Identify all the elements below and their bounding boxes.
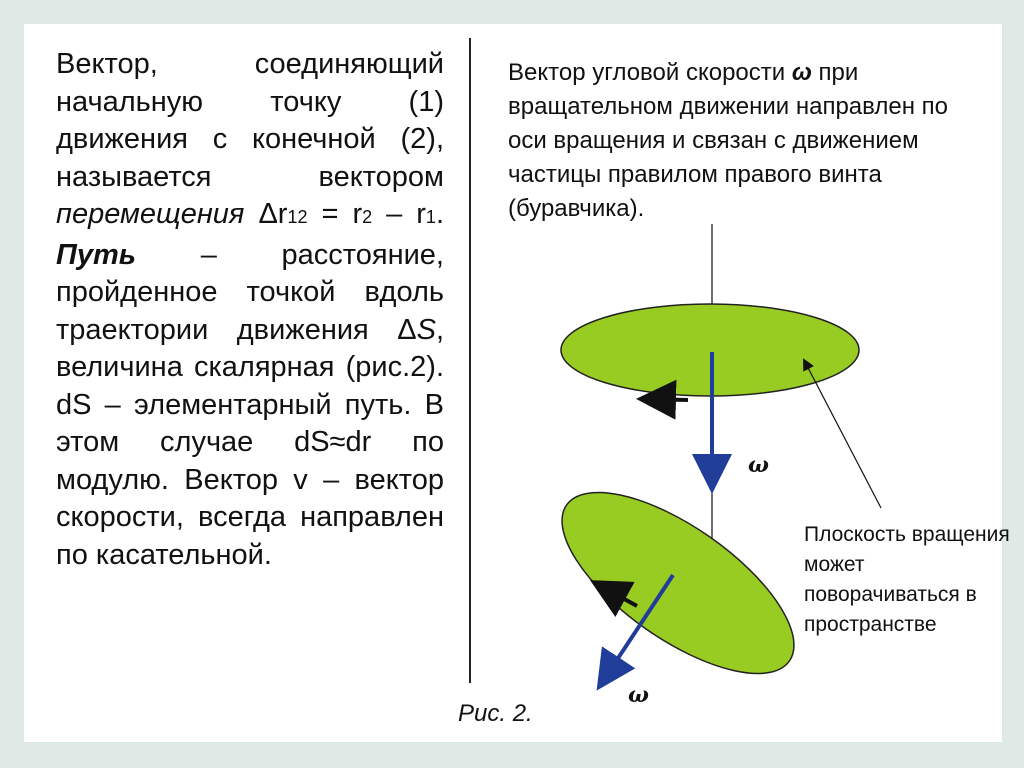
- text-p3: , величина скалярная (рис.2). dS – элементарный путь. В этом случае dS≈dr по модулю. Вектор v – вектор скорости, всегда направлен по касательной.: [56, 313, 444, 571]
- text-eq: = r: [307, 198, 363, 230]
- plane-pointer-line: [804, 360, 881, 508]
- text-path-word: Путь: [56, 238, 136, 271]
- text-minus-r: – r: [372, 198, 426, 230]
- right-omega: ω: [791, 59, 812, 86]
- velocity-arrow-top: [644, 399, 688, 400]
- figure-caption: Рис. 2.: [458, 700, 533, 727]
- text-p2: – расстояние, пройденное точкой вдоль траектории движения Δ: [56, 238, 444, 346]
- text-s: S: [416, 313, 436, 346]
- omega-label-bottom: ω: [628, 682, 649, 708]
- omega-label-top: ω: [748, 452, 769, 478]
- text-p1: Вектор, соединяющий начальную точку (1) движения с конечной (2), называется вектором: [56, 48, 444, 193]
- bottom-disk: [534, 459, 821, 707]
- text-displacement: перемещения: [56, 198, 245, 230]
- sub-1: 1: [425, 207, 436, 227]
- text-dot: .: [435, 198, 444, 230]
- right-part2: при вращательном движении направлен по оси вращения и связан с движением частицы правилом правого винта (буравчика).: [508, 59, 948, 222]
- sub-2: 2: [362, 207, 373, 227]
- text-delta-r: Δr: [258, 198, 288, 230]
- slide: [24, 24, 1010, 742]
- plane-label: Плоскость вращения может поворачиваться в пространстве: [804, 523, 1010, 636]
- sub-12: 12: [287, 207, 308, 227]
- right-part1: Вектор угловой скорости: [508, 59, 792, 86]
